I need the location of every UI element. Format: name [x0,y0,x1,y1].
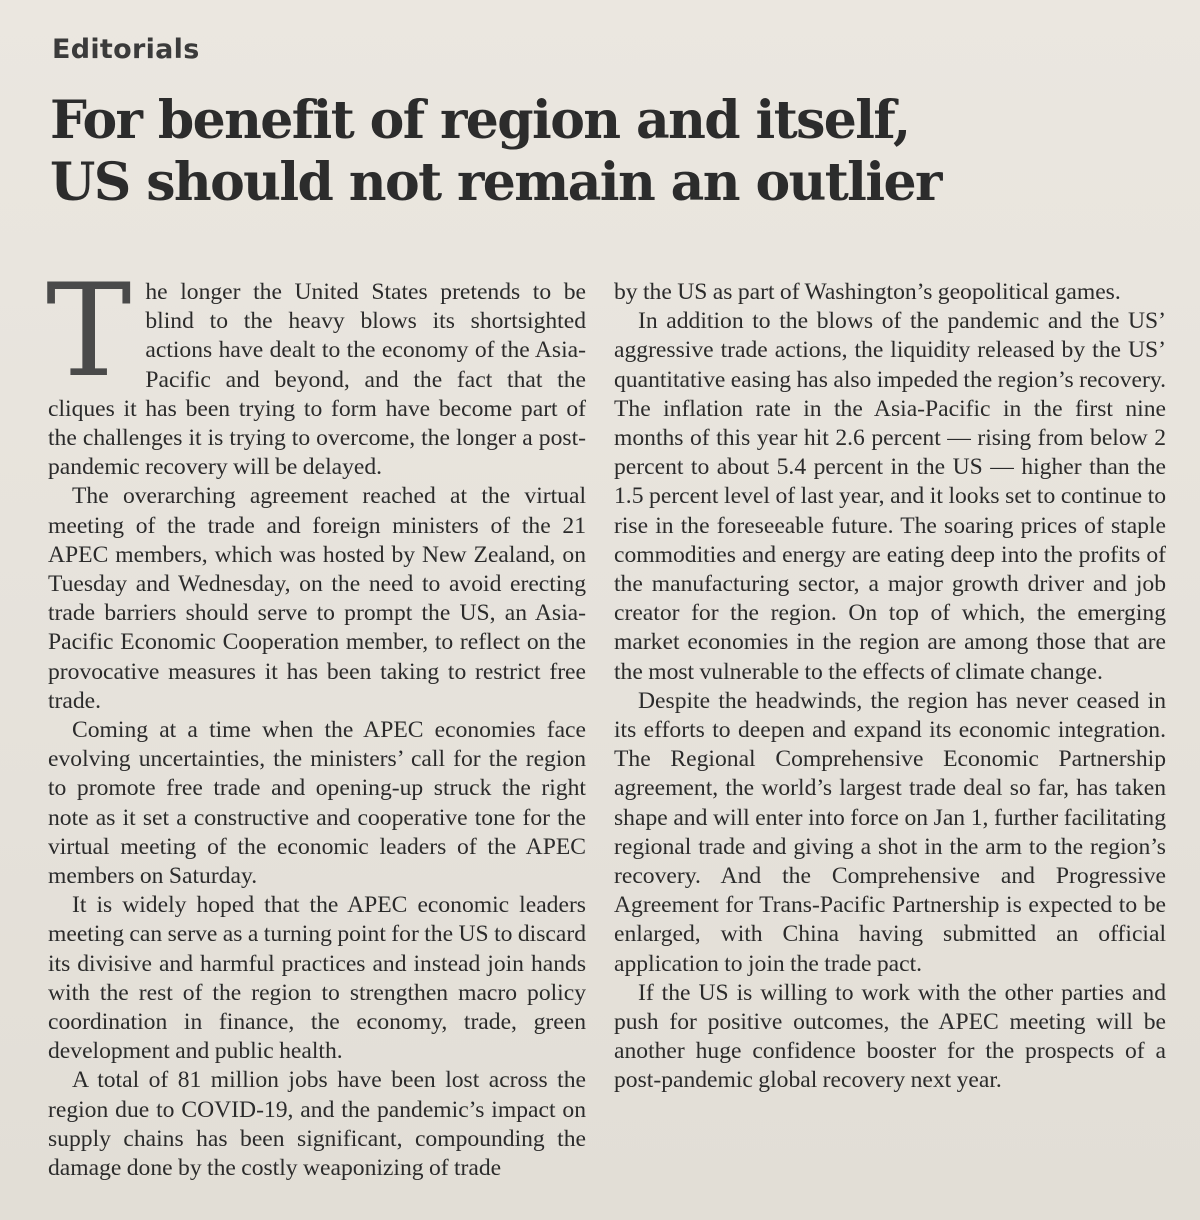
paragraph: If the US is willing to work with the other parties and push for positive outcomes, the APEC meeting will be another huge confidence booster for the prospects of a post-pandemic global recovery next year. [614,979,1166,1094]
paragraph: he longer the United States pretends to be blind to the heavy blows its shortsighted actions have dealt to the economy of the Asia-Pacific and beyond, and the fact that the cliques it has been trying to form have become part of the challenges it is trying to overcome, the longer a post-pandemic recovery will be delayed. [48,279,586,481]
drop-cap: T [46,257,132,406]
article-column-right [614,278,1166,1096]
paragraph: A total of 81 million jobs have been lost across the region due to COVID-19, and the pandemic’s impact on supply chains has been significant, compounding the damage done by the costly weaponizing of trade [48,1067,586,1182]
paragraph: The overarching agreement reached at the virtual meeting of the trade and foreign ministers of the 21 APEC members, which was hosted by New Zealand, on Tuesday and Wednesday, on the need to avoid erecting trade barriers should serve to prompt the US, an Asia-Pacific Economic Cooperation member, to reflect on the provocative measures it has been taking to restrict free trade. [48,483,586,714]
paragraph: It is widely hoped that the APEC economic leaders meeting can serve as a turning point for the US to discard its divisive and harmful practices and instead join hands with the rest of the region to strengthen macro policy coordination in finance, the economy, trade, green development and public health. [48,892,586,1065]
article-column-left [46,257,586,1183]
paragraph: Coming at a time when the APEC economies face evolving uncertainties, the ministers’ call for the region to promote free trade and opening-up struck the right note as it set a constructive and cooperative tone for the virtual meeting of the economic leaders of the APEC members on Saturday. [48,717,586,890]
paragraph: by the US as part of Washington’s geopolitical games. [614,279,1121,305]
headline-line-1: For benefit of region and itself, [50,90,910,151]
headline [50,90,1050,214]
section-label: Editorials [52,34,200,65]
headline-line-2: US should not remain an outlier [50,152,941,213]
paragraph: Despite the headwinds, the region has never ceased in its efforts to deepen and expand its economic integration. The Regional Comprehensive Economic Partnership agreement, the world’s largest trade deal so far, has taken shape and will enter into force on Jan 1, further facilitating regional trade and giving a shot in the arm to the region’s recovery. And the Comprehensive and Progressive Agreement for Trans-Pacific Partnership is expected to be enlarged, with China having submitted an official application to join the trade pact. [614,687,1166,977]
paragraph: In addition to the blows of the pandemic and the US’ aggressive trade actions, the liquidity released by the US’ quantitative easing has also impeded the region’s recovery. The inflation rate in the Asia-Pacific in the first nine months of this year hit 2.6 percent — rising from below 2 percent to about 5.4 percent in the US — higher than the 1.5 percent level of last year, and it looks set to continue to rise in the foreseeable future. The soaring prices of staple commodities and energy are eating deep into the profits of the manufacturing sector, a major growth driver and job creator for the region. On top of which, the emerging market economies in the region are among those that are the most vulnerable to the effects of climate change. [614,308,1166,685]
